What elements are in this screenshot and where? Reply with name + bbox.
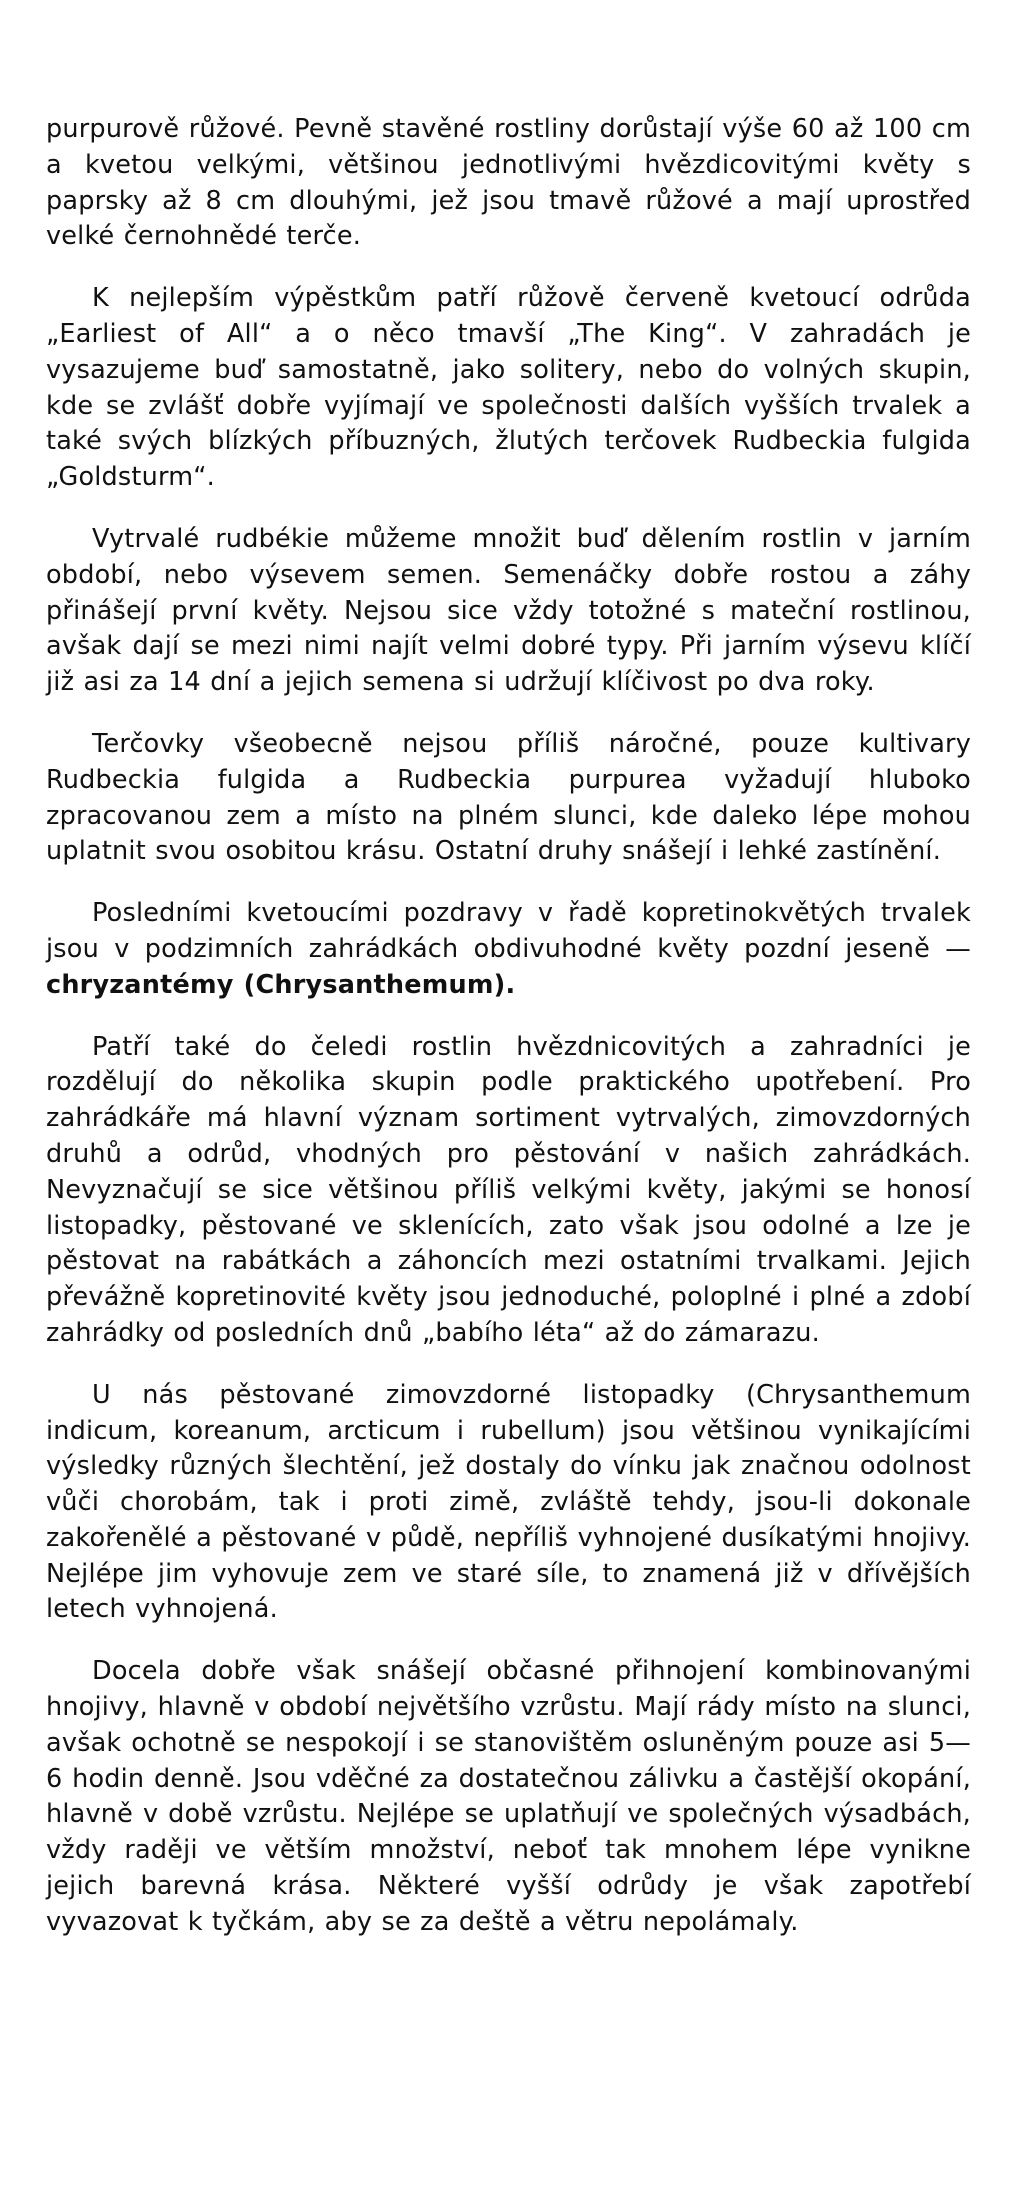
paragraph-8: Docela dobře však snášejí občasné přihnojení kombinovanými hnojivy, hlavně v období největšího vzrůstu. Mají rády místo na slunci, avšak ochotně se nespokojí i se stanovištěm osluněným pouze asi 5—6 hodin denně. Jsou vděčné za dostatečnou zálivku a častější okopání, hlavně v době vzrůstu. Nejlépe se uplatňují ve společných výsadbách, vždy raději ve větším množství, neboť tak mnohem lépe vynikne jejich barevná krása. Některé vyšší odrůdy je však zapotřebí vyvazovat k tyčkám, aby se za deště a větru nepolámaly. [46,1656,971,1937]
paragraph-7: U nás pěstované zimovzdorné listopadky (Chrysanthemum indicum, koreanum, arcticum i rubellum) jsou většinou vynikajícími výsledky různých šlechtění, jež dostaly do vínku jak značnou odolnost vůči chorobám, tak i proti zimě, zvláště tehdy, jsou-li dokonale zakořenělé a pěstované v půdě, nepříliš vyhnojené dusíkatými hnojivy. Nejlépe jim vyhovuje zem ve staré síle, to znamená již v dřívějších letech vyhnojená. [46,1379,971,1625]
paragraph-5 [46,896,971,1003]
paragraph-4: Terčovky všeobecně nejsou příliš náročné, pouze kultivary Rudbeckia fulgida a Rudbeckia purpurea vyžadují hluboko zpracovanou zem a místo na plném slunci, kde daleko lépe mohou uplatnit svou osobitou krásu. Ostatní druhy snášejí i lehké zastínění. [46,728,971,867]
paragraph-2: K nejlepším výpěstkům patří růžově červeně kvetoucí odrůda „Earliest of All“ a o něco tmavší „The King“. V zahradách je vysazujeme buď samostatně, jako solitery, nebo do volných skupin, kde se zvlášť dobře vyjímají ve společnosti dalších vyšších trvalek a také svých blízkých příbuzných, žlutých terčovek Rudbeckia fulgida „Goldsturm“. [46,283,971,493]
paragraph-1: purpurově růžové. Pevně stavěné rostliny dorůstají výše 60 až 100 cm a kvetou velkými, většinou jednotlivými hvězdicovitými květy s paprsky až 8 cm dlouhými, jež jsou tmavě růžové a mají uprostřed velké černohnědé terče. [46,114,971,252]
paragraph-3: Vytrvalé rudbékie můžeme množit buď dělením rostlin v jarním období, nebo výsevem semen. Semenáčky dobře rostou a záhy přinášejí první květy. Nejsou sice vždy totožné s mateční rostlinou, avšak dají se mezi nimi najít velmi dobré typy. Při jarním výsevu klíčí již asi za 14 dní a jejich semena si udržují klíčivost po dva roky. [46,523,971,698]
book-page [46,112,971,1967]
chrysanthemum-heading: chryzantémy (Chrysanthemum). [46,969,516,1000]
paragraph-6: Patří také do čeledi rostlin hvězdnicovitých a zahradníci je rozdělují do několika skupin podle praktického upotřebení. Pro zahrádkáře má hlavní význam sortiment vytrvalých, zimovzdorných druhů a odrůd, vhodných pro pěstování v našich zahrádkách. Nevyznačují se sice většinou příliš velkými květy, jakými se honosí listopadky, pěstované ve sklenících, zato však jsou odolné a lze je pěstovat na rabátkách a záhoncích mezi ostatními trvalkami. Jejich převážně kopretinovité květy jsou jednoduché, poloplné i plné a zdobí zahrádky od posledních dnů „babího léta“ až do zámarazu. [46,1031,971,1348]
paragraph-5-text: Posledními kvetoucími pozdravy v řadě kopretinokvětých trvalek jsou v podzimních zahrádkách obdivuhodné květy pozdní jeseně — [46,898,971,964]
